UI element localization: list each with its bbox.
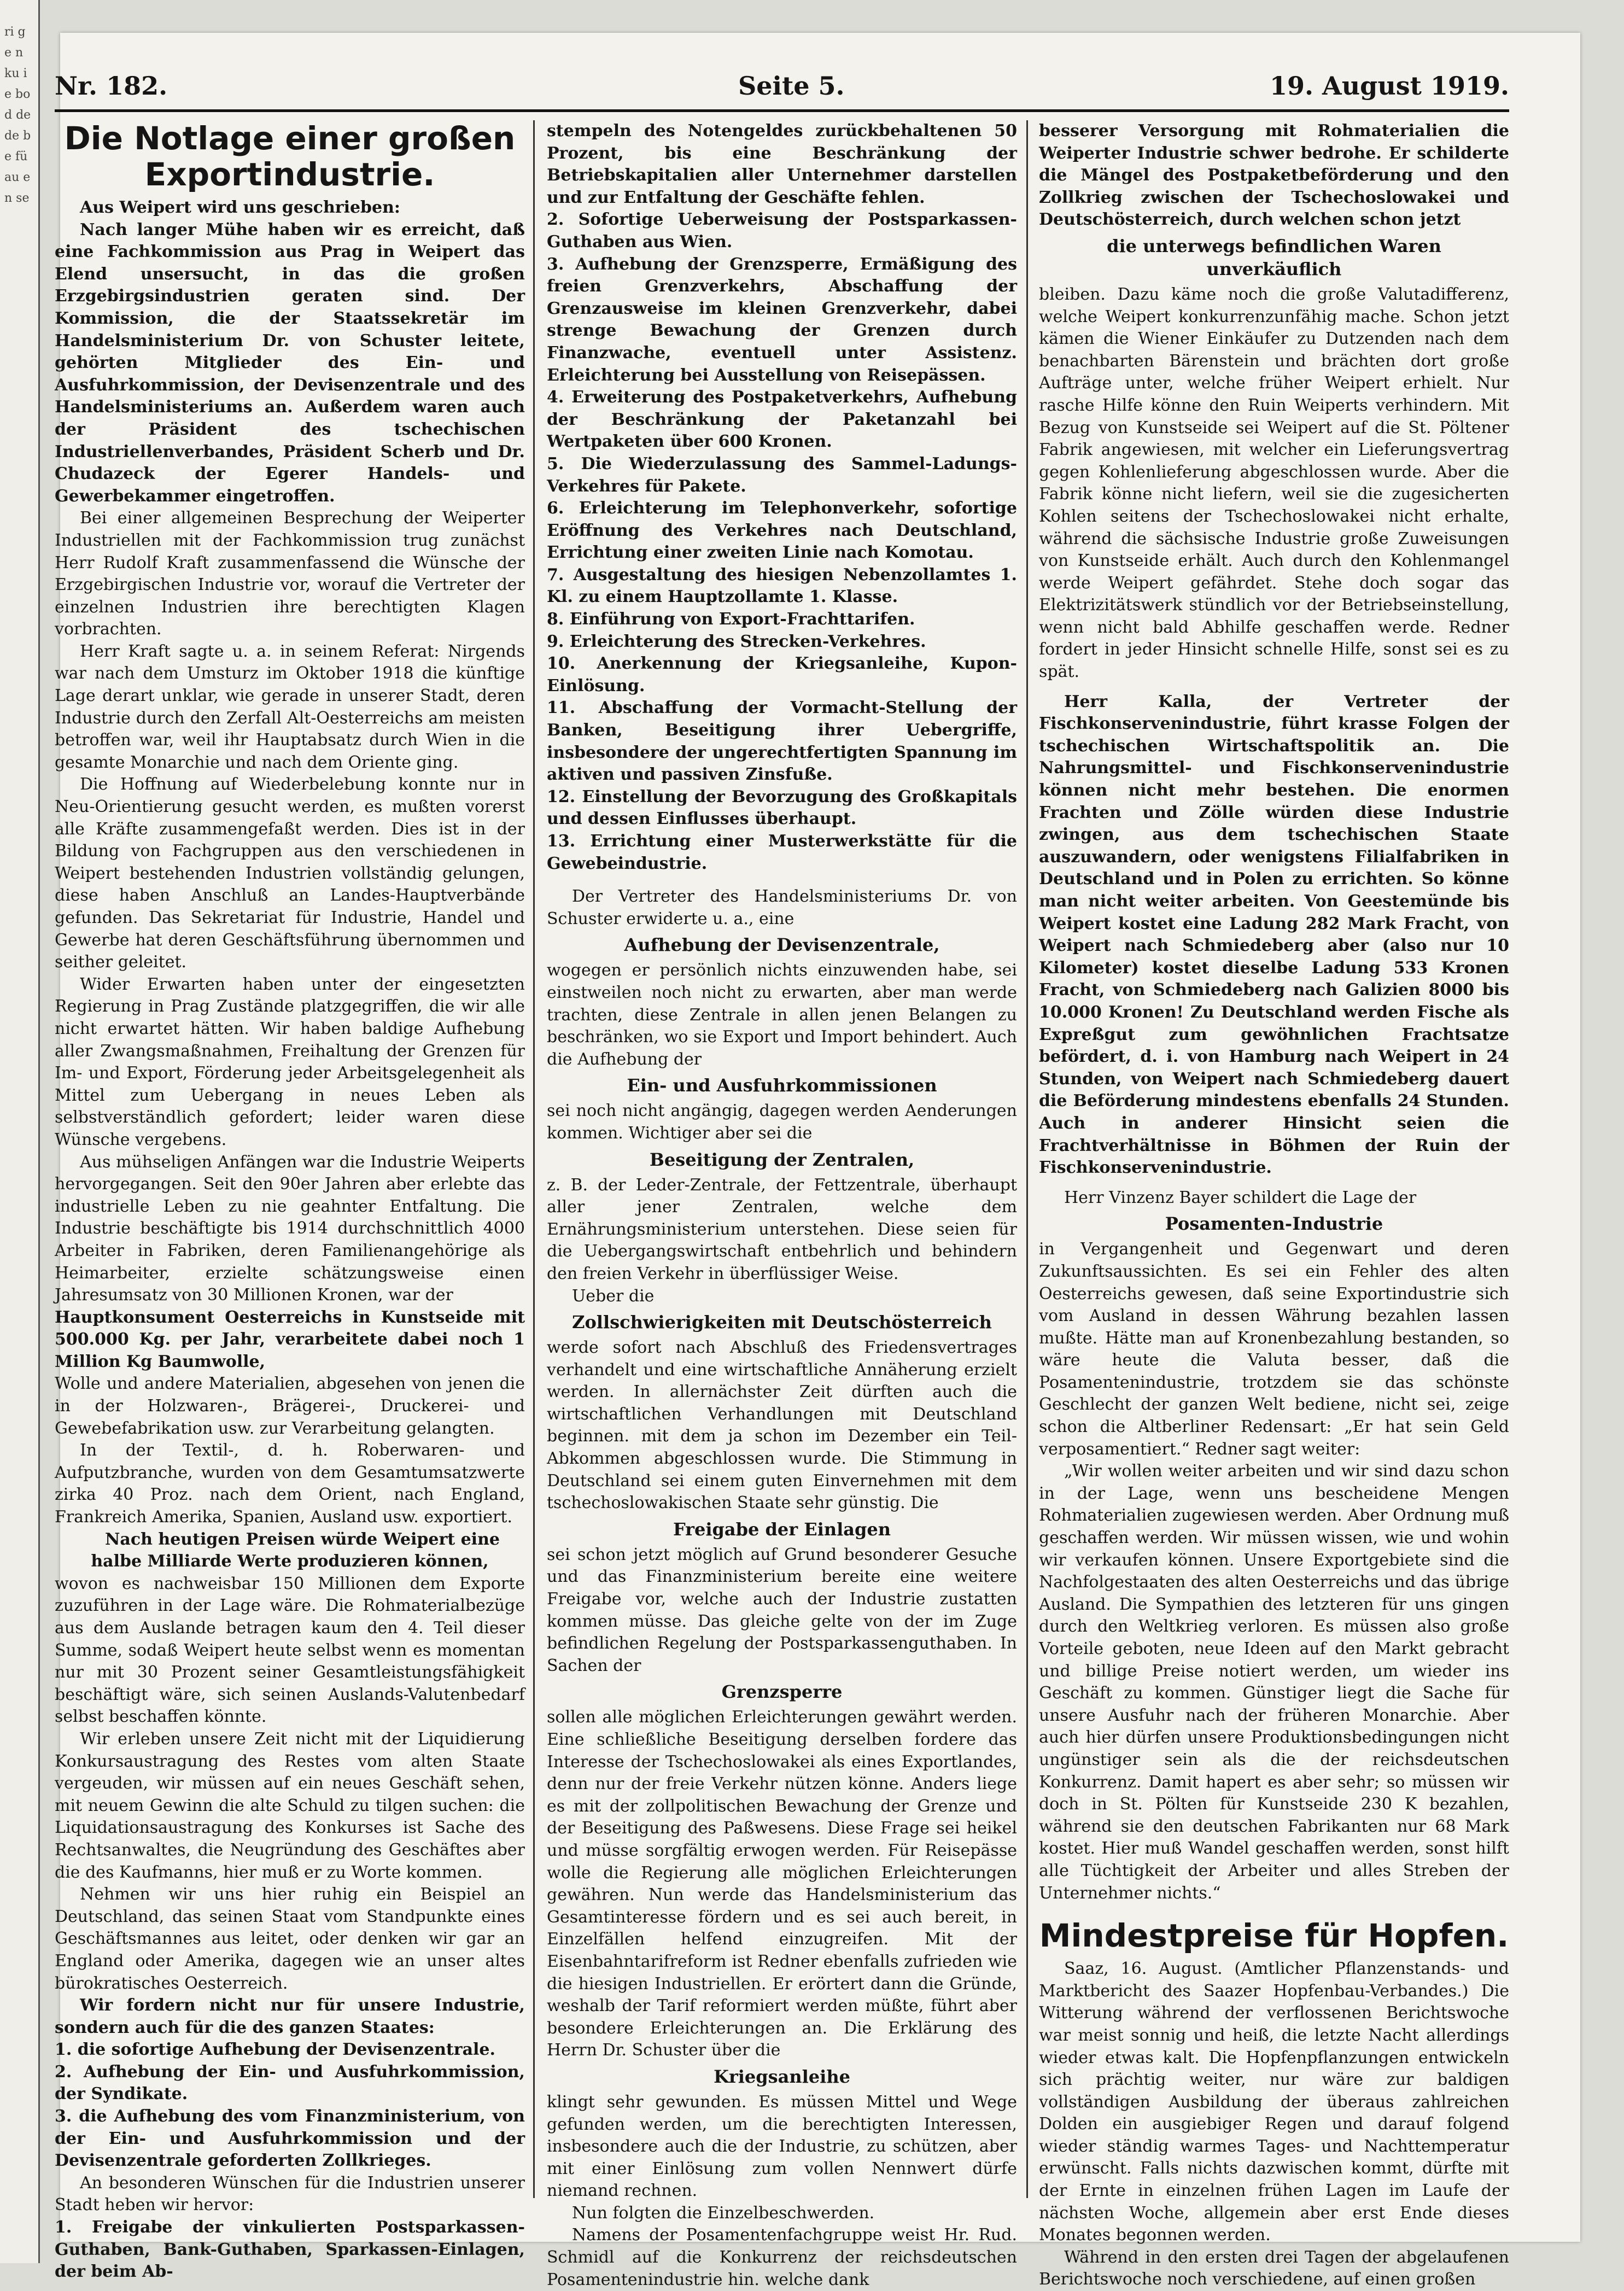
paragraph: Ueber die — [572, 1286, 655, 1306]
paragraph: Wider Erwarten haben unter der eingesetzten Regierung in Prag Zustände platzgegriffen, die wir alle nicht erwartet hätten. Wir haben baldige Aufhebung aller Zwangsmaßnahmen, Freihaltung der Grenzen für Im- und Export, Förderung jeder Arbeitsgelegenheit als Mittel zum Uebergang in neues Leben als selbstverständlich gefordert; leider waren diese Wünsche vergebens. — [55, 974, 525, 1149]
paragraph: sei noch nicht angängig, dagegen werden Aenderungen kommen. Wichtiger aber sei die — [547, 1101, 1017, 1143]
subheading: die unterwegs befindlichen Waren unverkäuflich — [1107, 235, 1441, 279]
paragraph: Wolle und andere Materialien, abgesehen von jenen die in der Holzwaren-, Brägerei-, Druckerei- und Gewebefabrikation usw. zur Verarbeitung gelangten. — [55, 1374, 525, 1438]
list-item: 7. Ausgestaltung des hiesigen Nebenzollamtes 1. Kl. zu einem Hauptzollamte 1. Klasse. — [547, 565, 1017, 607]
article-title: Mindestpreise für Hopfen. — [1039, 1917, 1509, 1955]
issue-date: 19. August 1919. — [1270, 71, 1509, 101]
paragraph: „Wir wollen weiter arbeiten und wir sind dazu schon in der Lage, wenn uns bescheidene Mengen Rohmaterialien zugewiesen werden. Aber Ordnung muß geschaffen werden. Wir müssen wissen, wie und wohin wir verkaufen können. Unsere Exportgebiete sind die Nachfolgestaaten des alten Oesterreichs und das übrige Ausland. Die Sympathien des letzteren für uns gingen durch den Weltkrieg verloren. Es müssen also große Vorteile geboten, neue Ideen auf den Markt gebracht und billige Preise notiert werden, um wieder ins Geschäft zu kommen. Günstiger liegt die Sache für unsere Ausfuhr nach der früheren Monarchie. Aber auch hier dürfen unsere Produktionsbedingungen nicht ungünstiger sein als die der reichsdeutschen Konkurrenz. Damit hapert es aber sehr; so müssen wir doch in St. Pölten für Kunstseide 230 K bezahlen, während sie den deutschen Fabrikanten nur 68 Mark kostet. Hier muß Wandel geschaffen werden, sonst hilft alle Tüchtigkeit der Arbeiter und alles Streben der Unternehmer nichts.“ — [1039, 1462, 1509, 1903]
demands-list — [55, 2039, 525, 2172]
list-item: 5. Die Wiederzulassung des Sammel-Ladungs-Verkehres für Pakete. — [547, 454, 1017, 496]
paragraph: werde sofort nach Abschluß des Friedensvertrages verhandelt und eine wirtschaftliche Annäherung erzielt werden. In allernächster Zeit dürften auch die wirtschaftlichen Verhandlungen mit Deutschland beginnen. mit dem ja schon im Dezember ein Teil-Abkommen abgeschlossen wurde. Die Stimmung in Deutschland sei einem guten Einvernehmen mit dem tschechoslowakischen Staate sehr günstig. Die — [547, 1338, 1017, 1513]
subheading: Freigabe der Einlagen — [673, 1518, 891, 1540]
subheading: Posamenten-Industrie — [1165, 1213, 1383, 1235]
page-header — [55, 66, 1509, 112]
adjacent-page-text: ri g e n ku ie bo d de de be fü au en se — [4, 25, 31, 205]
issue-number: Nr. 182. — [55, 71, 168, 101]
list-item: 12. Einstellung der Bevorzugung des Großkapitals und dessen Einflusses überhaupt. — [547, 787, 1017, 829]
paragraph: Aus mühseligen Anfängen war die Industrie Weiperts hervorgegangen. Seit den 90er Jahren aber erlebte das industrielle Leben zu nie geahnter Entfaltung. Die Industrie beschäftigte bis 1914 durchschnittlich 4000 Arbeiter in Fabriken, deren Familienangehörige als Heimarbeiter, erzielte schätzungsweise einen Jahresumsatz von 30 Millionen Kronen, war der — [55, 1152, 525, 1305]
paragraph: Nun folgten die Einzelbeschwerden. — [572, 2203, 875, 2223]
paragraph: An besonderen Wünschen für die Industrien unserer Stadt heben wir hervor: — [55, 2173, 525, 2215]
subheading: Kriegsanleihe — [714, 2066, 850, 2087]
list-item: 8. Einführung von Export-Frachttarifen. — [547, 610, 915, 629]
paragraph: sei schon jetzt möglich auf Grund besonderer Gesuche und das Finanzministerium bereite eine weitere Freigabe vor, welche auch der Industrie zustatten kommen müsse. Das gleiche gelte von der im Zuge befindlichen Regelung der Postsparkassenguthaben. In Sachen der — [547, 1545, 1017, 1675]
paragraph: Nach heutigen Preisen würde Weipert eine halbe Milliarde Werte produzieren können, — [91, 1529, 500, 1571]
paragraph: wogegen er persönlich nichts einzuwenden habe, sei einstweilen noch nicht zu erwarten, aber man werde trachten, diese Zentrale in allen jenen Belangen zu beschränken, wo sie Export und Import behindert. Auch die Aufhebung der — [547, 961, 1017, 1069]
list-item: 11. Abschaffung der Vormacht-Stellung der Banken, Beseitigung ihrer Uebergriffe, insbesondere der ungerechtfertigten Spannung im aktiven und passiven Zinsfuße. — [547, 698, 1017, 785]
paragraph: Herr Kalla, der Vertreter der Fischkonservenindustrie, führt krasse Folgen der tschechischen Wirtschaftspolitik an. Die Nahrungsmittel- und Fischkonservenindustrie können nicht mehr bestehen. Die enormen Frachten und Zölle würden diese Industrie zwingen, aus dem tschechischen Staate auszuwandern, oder wenigstens Filialfabriken in Deutschland und in Polen zu errichten. So könne man nicht weiter arbeiten. Von Geestemünde bis Weipert kostet eine Ladung 282 Mark Fracht, von Weipert nach Schmiedeberg aber (also nur 10 Kilometer) kostet dieselbe Ladung 533 Kronen Fracht, von Schmiedeberg nach Galizien 8000 bis 10.000 Kronen! Zu Deutschland werden Fische als Expreßgut zum gewöhnlichen Frachtsatze befördert, d. i. von Hamburg nach Weipert in 24 Stunden, von Weipert nach Schmiedeberg dauert die Beförderung mindestens ebenfalls 24 Stunden. Auch in anderer Hinsicht seien die Frachtverhältnisse in Böhmen der Ruin der Fischkonservenindustrie. — [1039, 692, 1509, 1178]
list-item: 1. Freigabe der vinkulierten Postsparkassen-Guthaben, Bank-Guthaben, Sparkassen-Einlagen, der beim Ab- — [55, 2218, 525, 2282]
paragraph: Nehmen wir uns hier ruhig ein Beispiel an Deutschland, das seinen Staat vom Standpunkte eines Geschäftsmannes aus leitet, oder denken wir gar an England oder Amerika, dagegen wie an unser altes bürokratisches Oesterreich. — [55, 1885, 525, 1993]
list-item: 1. die sofortige Aufhebung der Devisenzentrale. — [55, 2040, 495, 2060]
list-item: 13. Errichtung einer Musterwerkstätte für die Gewebeindustrie. — [547, 832, 1017, 873]
subheading: Aufhebung der Devisenzentrale, — [624, 934, 940, 956]
list-item: 9. Erleichterung des Strecken-Verkehres. — [547, 632, 926, 651]
paragraph: Nach langer Mühe haben wir es erreicht, daß eine Fachkommission aus Prag in Weipert das Elend unsersucht, in das die großen Erzgebirgsindustrien geraten sind. Der Kommission, die der Staatssekretär im Handelsministerium Dr. von Schuster leitete, gehörten Mitglieder des Ein- und Ausfuhrkommission, der Devisenzentrale und des Handelsministeriums an. Außerdem waren auch der Präsident des tschechischen Industriellenverbandes, Präsident Scherb und Dr. Chudazeck der Egerer Handels- und Gewerbekammer eingetroffen. — [55, 220, 525, 506]
column-1 — [55, 120, 525, 2282]
paragraph: besserer Versorgung mit Rohmaterialien die Weiperter Industrie schwer bedrohe. Er schilderte die Mängel des Postpaketbeförderung und den Zollkrieg zwischen der Tschechoslowakei und Deutschösterreich, durch welchen schon jetzt — [1039, 121, 1509, 230]
paragraph: In der Textil-, d. h. Roberwaren- und Aufputzbranche, wurden von dem Gesamtumsatzwerte zirka 40 Proz. nach dem Orient, nach England, Frankreich Amerika, Spanien, Ausland usw. exportiert. — [55, 1441, 525, 1527]
paragraph: Aus Weipert wird uns geschrieben: — [80, 198, 400, 217]
paragraph: Der Vertreter des Handelsministeriums Dr. von Schuster erwiderte u. a., eine — [547, 887, 1017, 928]
paragraph: klingt sehr gewunden. Es müssen Mittel und Wege gefunden werden, um die berechtigten Interessen, insbesondere auch die der Industrie, zu schützen, aber mit einer Einlösung zum vollen Nennwert dürfe niemand rechnen. — [547, 2092, 1017, 2201]
list-item: 2. Sofortige Ueberweisung der Postsparkassen-Guthaben aus Wien. — [547, 210, 1017, 252]
page-number: Seite 5. — [738, 71, 845, 101]
list-item: 4. Erweiterung des Postpaketverkehrs, Aufhebung der Beschränkung der Paketanzahl bei Wertpaketen über 600 Kronen. — [547, 388, 1017, 452]
paragraph: Bei einer allgemeinen Besprechung der Weiperter Industriellen mit der Fachkommission trug zunächst Herr Rudolf Kraft zusammenfassend die Wünsche der Erzgebirgischen Industrie vor, worauf die Vertreter der einzelnen Industrien ihre berechtigten Klagen vorbrachten. — [55, 509, 525, 639]
paragraph: Wir erleben unsere Zeit nicht mit der Liquidierung Konkursaustragung des Restes vom alten Staate vergeuden, wir müssen auf ein neues Geschäft sehen, mit neuem Gewinn die alte Schuld zu tilgen suchen: die Liquidationsaustragung des Konkurses ist Sache des Rechtsanwaltes, die Neugründung des Geschäftes aber die des Kaufmanns, hier muß er zu Worte kommen. — [55, 1729, 525, 1882]
column-2 — [547, 120, 1017, 2289]
list-item: 3. Aufhebung der Grenzsperre, Ermäßigung des freien Grenzverkehrs, Abschaffung der Grenzausweise im kleinen Grenzverkehr, dabei strenge Bewachung der Grenzen durch Finanzwache, eventuell unter Assistenz. Erleichterung bei Ausstellung von Reisepässen. — [547, 254, 1017, 385]
paragraph: bleiben. Dazu käme noch die große Valutadifferenz, welche Weipert konkurrenzunfähig mache. Schon jetzt kämen die Wiener Einkäufer zu Dutzenden nach dem benachbarten Bärenstein und brächten dort große Aufträge unter, welche früher Weipert erhielt. Nur rasche Hilfe könne den Ruin Weiperts verhindern. Mit Bezug von Kunstseide sei Weipert auf die St. Pöltener Fabrik angewiesen, mit welcher ein Lieferungsvertrag gegen Kohlenlieferung abgeschlossen wurde. Aber die Fabrik könne nicht liefern, weil sie die zugesicherten Kohlen seitens der Tschechoslowakei nicht erhalte, während die sächsische Industrie große Zuweisungen von Kunstseide erhält. Auch durch den Kohlenmangel werde Weipert gefährdet. Stehe doch sogar das Elektrizitätswerk stündlich vor der Betriebseinstellung, wenn nicht bald Abhilfe geschaffen werde. Redner fordert in jeder Hinsicht schnelle Hilfe, sonst sei es zu spät. — [1039, 284, 1509, 682]
list-item: 2. Aufhebung der Ein- und Ausfuhrkommission, der Syndikate. — [55, 2062, 525, 2104]
paragraph: Namens der Posamentenfachgruppe weist Hr. Rud. Schmidl auf die Konkurrenz der reichsdeutschen Posamentenindustrie hin. welche dank — [547, 2225, 1017, 2289]
paragraph: Herr Vinzenz Bayer schildert die Lage der — [1064, 1188, 1417, 1207]
paragraph: Während in den ersten drei Tagen der abgelaufenen Berichtswoche noch verschiedene, auf einen großen — [1039, 2247, 1509, 2289]
column-rule — [533, 120, 535, 2198]
paragraph: Wir fordern nicht nur für unsere Industrie, sondern auch für die des ganzen Staates: — [55, 1996, 525, 2037]
adjacent-page-edge — [0, 0, 40, 2263]
subheading: Beseitigung der Zentralen, — [649, 1149, 915, 1170]
list-item: 10. Anerkennung der Kriegsanleihe, Kupon-Einlösung. — [547, 654, 1017, 696]
list-item: 6. Erleichterung im Telephonverkehr, sofortige Eröffnung des Verkehres nach Deutschland, Errichtung einer zweiten Linie nach Komotau. — [547, 499, 1017, 563]
paragraph: wovon es nachweisbar 150 Millionen dem Exporte zuzuführen in der Lage wäre. Die Rohmaterialbezüge aus dem Auslande betragen kaum den 4. Teil dieser Summe, sodaß Weipert heute selbst wenn es momentan nur mit 30 Prozent seiner Gesamtleistungsfähigkeit beschäftigt wäre, sich seinen Auslands-Valutenbedarf selbst beschaffen könnte. — [55, 1574, 525, 1727]
paragraph: Die Hoffnung auf Wiederbelebung konnte nur in Neu-Orientierung gesucht werden, es mußten vorerst alle Kräfte zusammengefaßt werden. Dies ist in der Bildung von Fachgruppen aus den verschiedenen in Weipert bestehenden Industrien vollständig gelungen, diese haben Anschluß an Landes-Hauptverbände gefunden. Das Sekretariat für Industrie, Handel und Gewerbe hat deren Geschäftsführung übernommen und seither geleitet. — [55, 775, 525, 972]
subheading: Grenzsperre — [721, 1681, 843, 1703]
paragraph: Saaz, 16. August. (Amtlicher Pflanzenstands- und Marktbericht des Saazer Hopfenbau-Verbandes.) Die Witterung während der verflossenen Berichtswoche war meist sonnig und heiß, die letzte Nacht allerdings wieder etwas kalt. Die Hopfenpflanzungen entwickeln sich prächtig weiter, nur wäre zur baldigen vollständigen Ausbildung der überaus zahlreichen Dolden ein ausgiebiger Regen und darauf folgend wieder ständig warmes Tages- und Nachttemperatur erwünscht. Falls nichts dazwischen kommt, dürfte mit der Ernte in einzelnen frühen Lagen im Laufe der nächsten Woche, allgemein aber erst Ende dieses Monates begonnen werden. — [1039, 1959, 1509, 2245]
wishes-list — [547, 209, 1017, 875]
paragraph: in Vergangenheit und Gegenwart und deren Zukunftsaussichten. Es sei ein Fehler des alten Oesterreichs gewesen, daß seine Exportindustrie sich vom Ausland in dessen Währung bezahlen lassen mußte. Hätte man auf Kronenbezahlung bestanden, so wäre heute die Valuta besser, daß die Posamentenindustrie, trotzdem sie das schönste Geschlecht der ganzen Welt bediene, nicht sei, zeige schon die Altberliner Redensart: „Er hat sein Geld verposamentiert.“ Redner sagt weiter: — [1039, 1240, 1509, 1459]
article-title: Die Notlage einer großen Exportindustrie. — [64, 120, 516, 193]
column-3 — [1039, 120, 1509, 2289]
list-item: 3. die Aufhebung des vom Finanzministerium, von der Ein- und Ausfuhrkommission und der Devisenzentrale geforderten Zollkrieges. — [55, 2107, 525, 2171]
subheading: Zollschwierigkeiten mit Deutschösterreich — [572, 1312, 992, 1333]
subheading: Ein- und Ausfuhrkommissionen — [627, 1075, 937, 1096]
paragraph: Herr Kraft sagte u. a. in seinem Referat: Nirgends war nach dem Umsturz im Oktober 1918 die künftige Lage derart unklar, wie gerade in unserer Stadt, deren Industrie durch den Zerfall Alt-Oesterreichs am meisten betroffen war, weil ihr Hauptabsatz durch Wien in die gesamte Monarchie und nach dem Oriente ging. — [55, 641, 525, 772]
column-rule — [1026, 120, 1028, 2198]
paragraph: stempeln des Notengeldes zurückbehaltenen 50 Prozent, bis eine Beschränkung der Betriebskapitalien aller Unternehmer darstellen und zur Entfaltung der Geschäfte fehlen. — [547, 121, 1017, 207]
paragraph: Hauptkonsument Oesterreichs in Kunstseide mit 500.000 Kg. per Jahr, verarbeitete dabei noch 1 Million Kg Baumwolle, — [55, 1307, 525, 1371]
paragraph: sollen alle möglichen Erleichterungen gewährt werden. Eine schließliche Beseitigung derselben fordere das Interesse der Tschechoslowakei als eines Exportlandes, denn nur der freie Verkehr nützen könne. Anders liege es mit der zollpolitischen Bewachung der Grenze und der Beseitigung des Paßwesens. Diese Frage sei heikel und müsse sorgfältig erwogen werden. Für Reisepässe wolle die Regierung alle möglichen Erleichterungen gewähren. Nun werde das Handelsministerium das Gesamtinteresse fördern und es sei auch bereit, in Einzelfällen helfend einzugreifen. Mit der Eisenbahntarifreform ist Redner ebenfalls zufrieden wie die hiesigen Industriellen. Er erörtert dann die Gründe, weshalb der Tarif reformiert werden müßte, führt aber besondere Erleichterungen an. Die Erklärung des Herrn Dr. Schuster über die — [547, 1708, 1017, 2060]
paragraph: z. B. der Leder-Zentrale, der Fettzentrale, überhaupt aller jener Zentralen, welche dem Ernährungsministerium unterstehen. Diese seien für die Uebergangswirtschaft entbehrlich und behindern den freien Verkehr in überflüssiger Weise. — [547, 1175, 1017, 1283]
